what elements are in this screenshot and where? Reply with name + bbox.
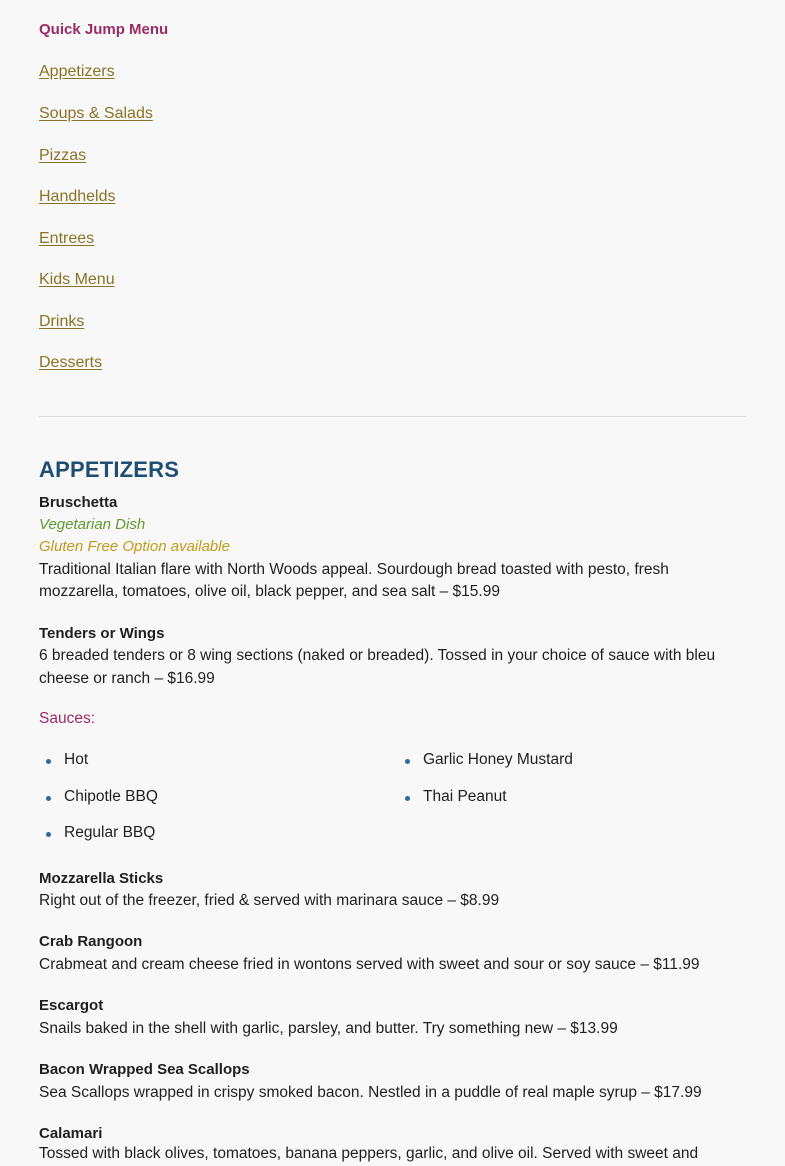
jump-link-entrees[interactable]: Entrees bbox=[39, 230, 95, 247]
sauces-label: Sauces: bbox=[39, 710, 96, 727]
item-desc-bruschetta-line2: mozzarella, tomatoes, olive oil, black pepper, and sea salt – $15.99 bbox=[39, 583, 500, 600]
vegetarian-tag: Vegetarian Dish bbox=[39, 516, 146, 533]
item-desc-calamari: Tossed with black olives, tomatoes, banana peppers, garlic, and olive oil. Served with sweet and bbox=[39, 1145, 699, 1162]
jump-link-pizzas[interactable]: Pizzas bbox=[39, 147, 87, 164]
item-name-bruschetta: Bruschetta bbox=[39, 494, 118, 511]
sauce-item: Thai Peanut bbox=[423, 788, 507, 805]
bullet-icon bbox=[46, 832, 51, 837]
item-desc-bruschetta-line1: Traditional Italian flare with North Woods appeal. Sourdough bread toasted with pesto, fresh bbox=[39, 561, 669, 578]
item-desc-escargot: Snails baked in the shell with garlic, parsley, and butter. Try something new – $13.99 bbox=[39, 1020, 618, 1037]
jump-link-desserts[interactable]: Desserts bbox=[39, 354, 103, 371]
section-divider bbox=[39, 416, 746, 417]
item-desc-tenders-wings-line2: cheese or ranch – $16.99 bbox=[39, 670, 215, 687]
sauce-item: Regular BBQ bbox=[64, 824, 156, 841]
jump-link-appetizers[interactable]: Appetizers bbox=[39, 63, 115, 80]
jump-link-handhelds[interactable]: Handhelds bbox=[39, 188, 116, 205]
bullet-icon bbox=[46, 796, 51, 801]
jump-link-kids-menu[interactable]: Kids Menu bbox=[39, 271, 115, 288]
item-desc-crab-rangoon: Crabmeat and cream cheese fried in wontons served with sweet and sour or soy sauce – $11.99 bbox=[39, 956, 700, 973]
jump-link-drinks[interactable]: Drinks bbox=[39, 313, 85, 330]
sauce-item: Garlic Honey Mustard bbox=[423, 751, 573, 768]
jump-link-soups-salads[interactable]: Soups & Salads bbox=[39, 105, 153, 122]
item-name-calamari: Calamari bbox=[39, 1125, 103, 1142]
item-desc-tenders-wings-line1: 6 breaded tenders or 8 wing sections (naked or breaded). Tossed in your choice of sauce with bleu bbox=[39, 647, 716, 664]
item-name-crab-rangoon: Crab Rangoon bbox=[39, 933, 143, 950]
item-name-escargot: Escargot bbox=[39, 997, 104, 1014]
item-name-bacon-scallops: Bacon Wrapped Sea Scallops bbox=[39, 1061, 250, 1078]
item-desc-mozzarella-sticks: Right out of the freezer, fried & served with marinara sauce – $8.99 bbox=[39, 892, 500, 909]
item-desc-bacon-scallops: Sea Scallops wrapped in crispy smoked bacon. Nestled in a puddle of real maple syrup – $17.99 bbox=[39, 1084, 702, 1101]
sauce-item: Hot bbox=[64, 751, 89, 768]
appetizers-heading: APPETIZERS bbox=[39, 457, 180, 482]
item-name-tenders-wings: Tenders or Wings bbox=[39, 625, 165, 642]
sauce-item: Chipotle BBQ bbox=[64, 788, 158, 805]
item-name-mozzarella-sticks: Mozzarella Sticks bbox=[39, 870, 164, 887]
bullet-icon bbox=[46, 759, 51, 764]
gluten-free-tag: Gluten Free Option available bbox=[39, 538, 230, 555]
bullet-icon bbox=[405, 796, 410, 801]
quick-jump-title: Quick Jump Menu bbox=[39, 21, 169, 38]
bullet-icon bbox=[405, 759, 410, 764]
